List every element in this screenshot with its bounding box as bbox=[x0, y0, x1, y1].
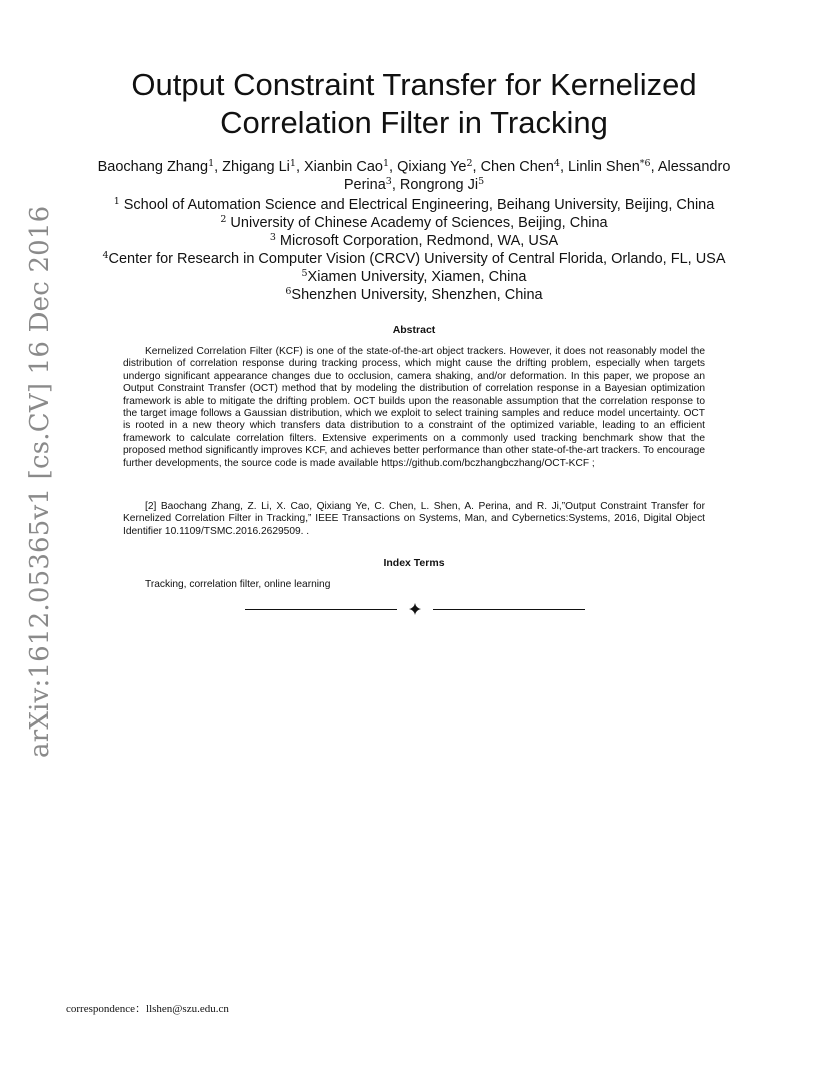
affiliation bbox=[70, 196, 758, 214]
affiliation-text: Center for Research in Computer Vision (CRCV) University of Central Florida, Orlando, FL, USA bbox=[108, 251, 726, 267]
abstract-heading: Abstract bbox=[392, 324, 436, 336]
index-terms-body: Tracking, correlation filter, online learning bbox=[145, 579, 331, 590]
affiliation-text: Microsoft Corporation, Redmond, WA, USA bbox=[275, 233, 559, 249]
affiliation bbox=[70, 286, 758, 304]
author-name: Alessandro Perina bbox=[343, 159, 731, 193]
index-terms-heading: Index Terms bbox=[383, 557, 445, 569]
author-name: Rongrong Ji bbox=[399, 177, 479, 193]
arxiv-identifier-stamp: arXiv:1612.05365v1 [cs.CV] 16 Dec 2016 bbox=[25, 205, 55, 758]
affiliation-text: School of Automation Science and Electrical Engineering, Beihang University, Beijing, China bbox=[119, 197, 715, 213]
author-affil-mark: 2 bbox=[466, 158, 473, 169]
author-affil-mark: 5 bbox=[478, 176, 485, 187]
title-line-2: Correlation Filter in Tracking bbox=[220, 105, 608, 140]
author-affil-mark: *6 bbox=[639, 158, 651, 169]
affiliation-mark: 1 bbox=[113, 196, 120, 207]
author-name: Chen Chen bbox=[480, 159, 554, 175]
abstract-paragraph: Kernelized Correlation Filter (KCF) is one of the state-of-the-art object trackers. However, it does not reasonably model the distribution of correlation response during tracking process, which might cause the drifting problem, especially when targets undergo significant appearance changes due to occlusion, camera shaking, and/or deformation. In this paper, we propose an Output Constraint Transfer (OCT) method that by modeling the distribution of correlation response in a Bayesian optimization framework is able to mitigate the drifting problem. OCT builds upon the reasonable assumption that the correlation response to the target image follows a Gaussian distribution, which we exploit to select training samples and reduce model uncertainty. OCT is rooted in a new theory which transfers data distribution to a constraint of the optimized variable, leading to an efficient framework to calculate correlation filters. Extensive experiments on a commonly used tracking benchmark show that the proposed method significantly improves KCF, and achieves better performance than other state-of-the-art trackers. To encourage further developments, the source code is made available https://github.com/bczhangbczhang/OCT-KCF ; bbox=[123, 346, 705, 469]
paper-title bbox=[80, 66, 748, 142]
affiliation bbox=[70, 232, 758, 250]
affiliation-text: University of Chinese Academy of Sciences, Beijing, China bbox=[226, 215, 608, 231]
divider-line-left bbox=[245, 609, 397, 610]
affiliation-list bbox=[70, 196, 758, 304]
affiliation-mark: 6 bbox=[285, 286, 292, 297]
section-divider bbox=[245, 602, 585, 616]
author-name: Linlin Shen bbox=[568, 159, 640, 175]
author-affil-mark: 1 bbox=[289, 158, 296, 169]
abstract-citation: [2] Baochang Zhang, Z. Li, X. Cao, Qixiang Ye, C. Chen, L. Shen, A. Perina, and R. Ji,”Output Constraint Transfer for Kernelized Correlation Filter in Tracking,” IEEE Transactions on Systems, Man, and Cybernetics:Systems, 2016, Digital Object Identifier 10.1109/TSMC.2016.2629509. . bbox=[123, 501, 705, 537]
author-name: Qixiang Ye bbox=[397, 159, 467, 175]
title-line-1: Output Constraint Transfer for Kernelized bbox=[131, 67, 697, 102]
diamond-ornament-icon bbox=[409, 603, 421, 615]
divider-line-right bbox=[433, 609, 585, 610]
correspondence-footnote: correspondence：llshen@szu.edu.cn bbox=[66, 1003, 229, 1015]
author-list: Baochang Zhang$^1$, Zhigang Li$^1$, Xianbin Cao$^1$, Qixiang Ye$^2$, Chen Chen$^4$, Linlin Shen$^{*6}$, Alessandro Perina$^3$, Rongrong Ji$^5$ bbox=[97, 158, 731, 193]
author-affil-mark: 1 bbox=[208, 158, 215, 169]
author-name: Baochang Zhang bbox=[97, 159, 209, 175]
affiliation bbox=[70, 250, 758, 268]
affiliation-mark: 4 bbox=[102, 250, 109, 261]
affiliation-text: Shenzhen University, Shenzhen, China bbox=[291, 287, 543, 303]
abstract-body bbox=[123, 346, 705, 470]
author-name: Xianbin Cao bbox=[304, 159, 383, 175]
author-affil-mark: 3 bbox=[385, 176, 392, 187]
author-name: Zhigang Li bbox=[222, 159, 290, 175]
affiliation-mark: 2 bbox=[220, 214, 227, 225]
author-affil-mark: 1 bbox=[383, 158, 390, 169]
author-affil-mark: 4 bbox=[553, 158, 560, 169]
affiliation-text: Xiamen University, Xiamen, China bbox=[307, 269, 527, 285]
affiliation-mark: 3 bbox=[269, 232, 276, 243]
affiliation bbox=[70, 268, 758, 286]
affiliation-mark: 5 bbox=[301, 268, 308, 279]
affiliation bbox=[70, 214, 758, 232]
